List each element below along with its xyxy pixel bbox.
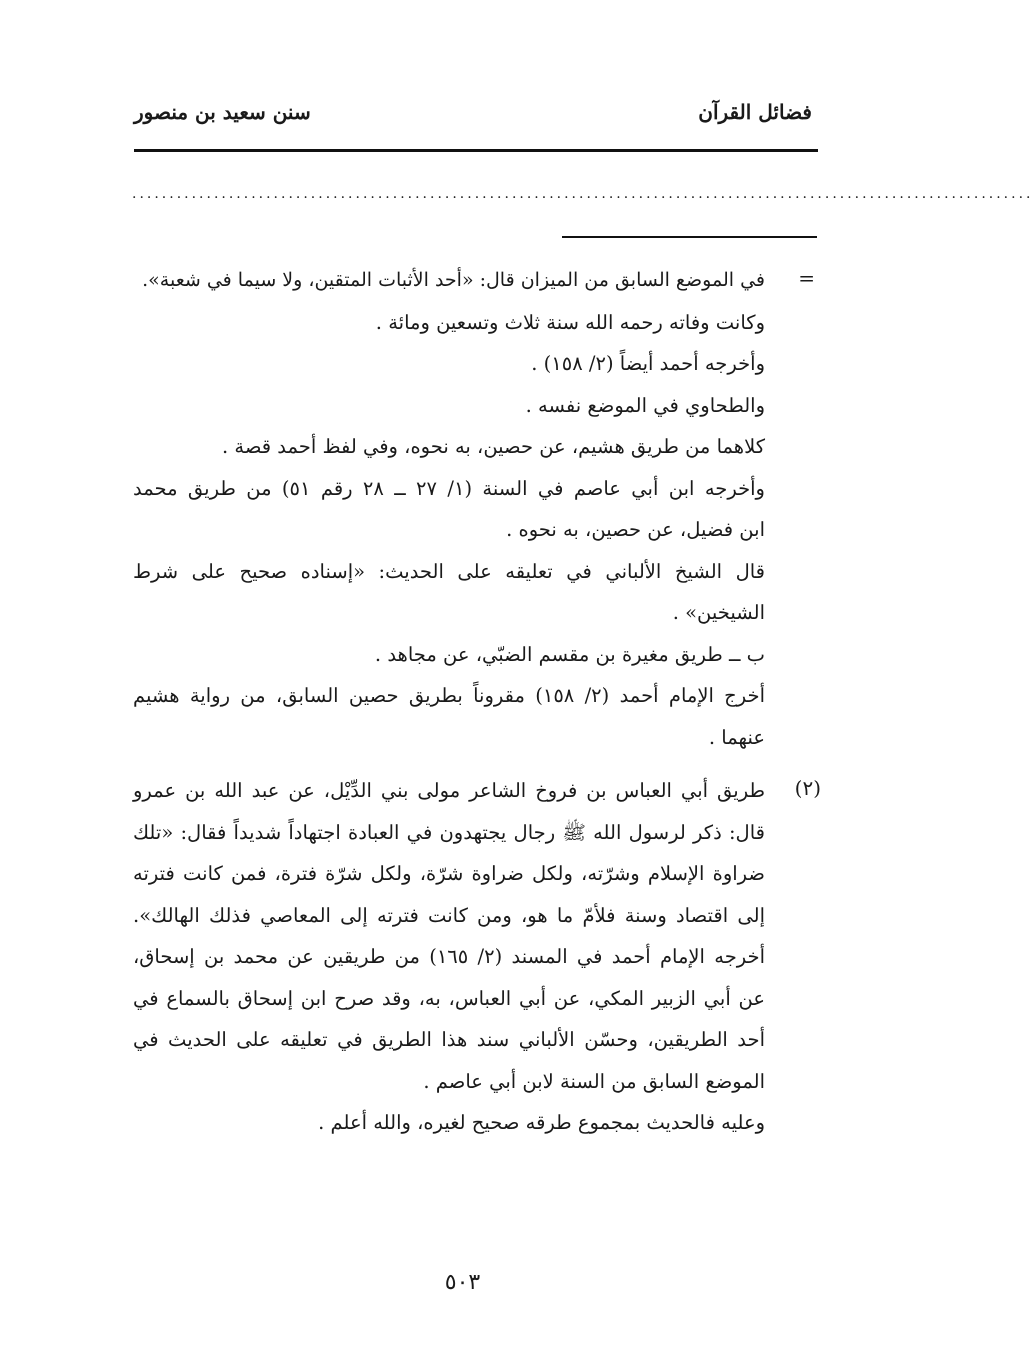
text-line: وأخرجه ابن أبي عاصم في السنة (١/ ٢٧ ــ ٢٨ رقم ٥١) من طريق محمد: [133, 476, 765, 500]
section-title: فضائل القرآن: [698, 100, 812, 124]
text-line: الموضع السابق من السنة لابن أبي عاصم .: [423, 1069, 765, 1093]
text-line: إلى اقتصاد وسنة فلأمّ ما هو، ومن كانت فترته إلى المعاصي فذلك الهالك».: [133, 903, 765, 927]
page-number: ٥٠٣: [444, 1270, 481, 1295]
footnote-2: [133, 770, 765, 1144]
footnote-continuation: [133, 260, 765, 758]
text-line: عنهما .: [708, 725, 765, 749]
text-line: وأخرجه أحمد أيضاً (٢/ ١٥٨) .: [531, 352, 765, 375]
text-line: الشيخين» .: [672, 601, 765, 624]
book-title: سنن سعيد بن منصور: [134, 100, 311, 124]
text-line: والطحاوي في الموضع نفسه .: [525, 393, 765, 417]
dotted-separator: ·························································································································: [132, 190, 1033, 206]
text-line: ب ــ طريق مغيرة بن مقسم الضبّي، عن مجاهد .: [374, 642, 765, 666]
text-line: وعليه فالحديث بمجموع طرقه صحيح لغيره، والله أعلم .: [318, 1111, 765, 1134]
text-line: كلاهما من طريق هشيم، عن حصين، به نحوه، وفي لفظ أحمد قصة .: [221, 435, 765, 458]
text-line: ضراوة الإسلام وشرّته، ولكل ضراوة شرّة، ولكل شرّة فترة، فمن كانت فترته: [133, 862, 765, 885]
text-line: أخرج الإمام أحمد (٢/ ١٥٨) مقروناً بطريق حصين السابق، من رواية هشيم: [133, 684, 765, 707]
text-line: طريق أبي العباس بن فروخ الشاعر مولى بني الدِّيْل، عن عبد الله بن عمرو: [133, 779, 765, 802]
text-line: أخرجه الإمام أحمد في المسند (٢/ ١٦٥) من طريقين عن محمد بن إسحاق،: [133, 945, 765, 968]
text-line: وكانت وفاته رحمه الله سنة ثلاث وتسعين ومائة .: [375, 310, 765, 334]
text-line: ابن فضيل، عن حصين، به نحوه .: [506, 518, 765, 541]
footnote-2-marker: (٢): [794, 776, 821, 800]
running-header: [130, 100, 820, 130]
text-line: قال: ذكر لرسول الله ﷺ رجال يجتهدون في العبادة اجتهاداً شديداً فقال: «تلك: [133, 820, 765, 844]
text-line: قال الشيخ الألباني في تعليقه على الحديث: «إسناده صحيح على شرط: [133, 559, 765, 583]
text-line: عن أبي الزبير المكي، عن أبي العباس، به، وقد صرح ابن إسحاق بالسماع في: [133, 986, 765, 1010]
text-line: أحد الطريقين، وحسّن الألباني سند هذا الطريق في تعليقه على الحديث في: [133, 1028, 765, 1051]
text-line: في الموضع السابق من الميزان قال: «أحد الأثبات المتقين، ولا سيما في شعبة».: [142, 269, 765, 291]
header-rule: [134, 149, 818, 152]
footnote-rule: [562, 236, 817, 238]
continuation-marker: =: [798, 266, 815, 290]
